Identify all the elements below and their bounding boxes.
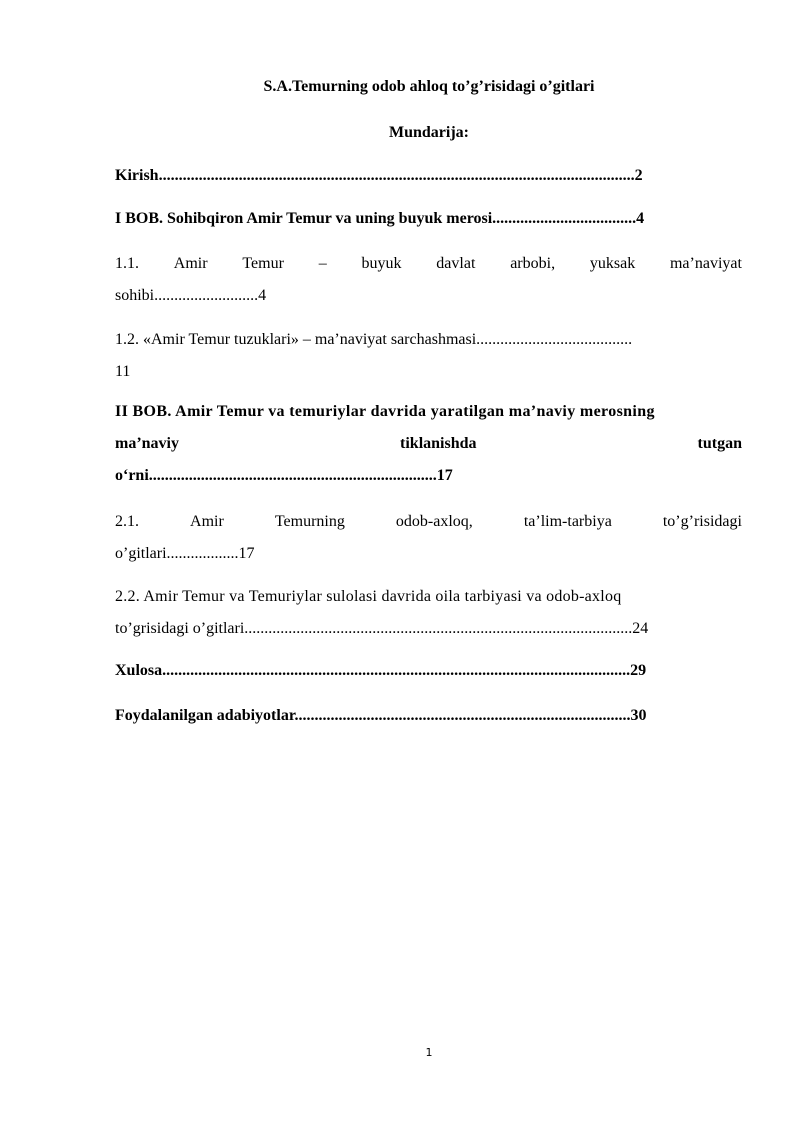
toc-word: to’g’risidagi — [662, 513, 742, 530]
toc-word: 2.1. — [115, 513, 139, 530]
toc-word: arbobi, — [510, 255, 556, 272]
toc-entry-1-2[interactable] — [115, 327, 742, 385]
toc-word: – — [318, 255, 327, 272]
toc-entry-line — [115, 251, 742, 277]
toc-word: Amir — [173, 255, 208, 272]
toc-entry-line: 1.2. «Amir Temur tuzuklari» – ma’naviyat sarchashmasi....................................... — [115, 331, 633, 348]
toc-entry-text: Kirish.......................................................................................................................2 — [115, 167, 643, 184]
toc-entry-text: Xulosa.....................................................................................................................29 — [115, 662, 647, 679]
toc-entry-2-1[interactable] — [115, 509, 742, 567]
toc-entry-text: Foydalanilgan adabiyotlar....................................................................................30 — [115, 707, 647, 724]
toc-entry-bob-1[interactable] — [115, 206, 742, 232]
toc-entry-xulosa[interactable] — [115, 658, 742, 684]
toc-word: yuksak — [589, 255, 636, 272]
toc-word: ta’lim-tarbiya — [523, 513, 612, 530]
toc-entry-1-1[interactable] — [115, 251, 742, 309]
toc-entry-text: I BOB. Sohibqiron Amir Temur va uning buyuk merosi....................................4 — [115, 210, 645, 227]
toc-heading: Mundarija: — [389, 124, 469, 141]
toc-word: Temur — [242, 255, 284, 272]
toc-entry-line — [115, 509, 742, 535]
document-title: S.A.Temurning odob ahloq to’g’risidagi o’gitlari — [263, 78, 595, 95]
toc-entry-line: sohibi..........................4 — [115, 287, 267, 304]
toc-entry-line: 2.2. Amir Temur va Temuriylar sulolasi davrida oila tarbiyasi va odob-axloq — [115, 588, 622, 605]
toc-entry-line: 11 — [115, 363, 131, 380]
toc-entry-foydalanilgan-adabiyotlar[interactable] — [115, 703, 742, 729]
toc-word: buyuk — [361, 255, 402, 272]
page-number: 1 — [425, 1046, 433, 1059]
toc-word: tiklanishda — [400, 435, 477, 452]
toc-word: Amir — [190, 513, 224, 530]
toc-word: tutgan — [697, 435, 742, 452]
toc-word: odob-axloq, — [395, 513, 473, 530]
toc-entry-2-2[interactable] — [115, 584, 742, 642]
toc-entry-line: o‘rni........................................................................17 — [115, 467, 453, 484]
toc-entry-bob-2[interactable] — [115, 399, 742, 489]
toc-word: ma’naviy — [115, 435, 179, 452]
toc-entry-kirish[interactable] — [115, 163, 742, 189]
toc-entry-line: to’grisidagi o’gitlari.................................................................................................24 — [115, 620, 649, 637]
toc-word: ma’naviyat — [669, 255, 742, 272]
toc-word: 1.1. — [115, 255, 139, 272]
toc-word: davlat — [436, 255, 476, 272]
toc-entry-line: II BOB. Amir Temur va temuriylar davrida yaratilgan ma’naviy merosning — [115, 403, 655, 420]
toc-word: Temurning — [274, 513, 345, 530]
toc-entry-line: o’gitlari..................17 — [115, 545, 255, 562]
toc-entry-line — [115, 431, 742, 457]
